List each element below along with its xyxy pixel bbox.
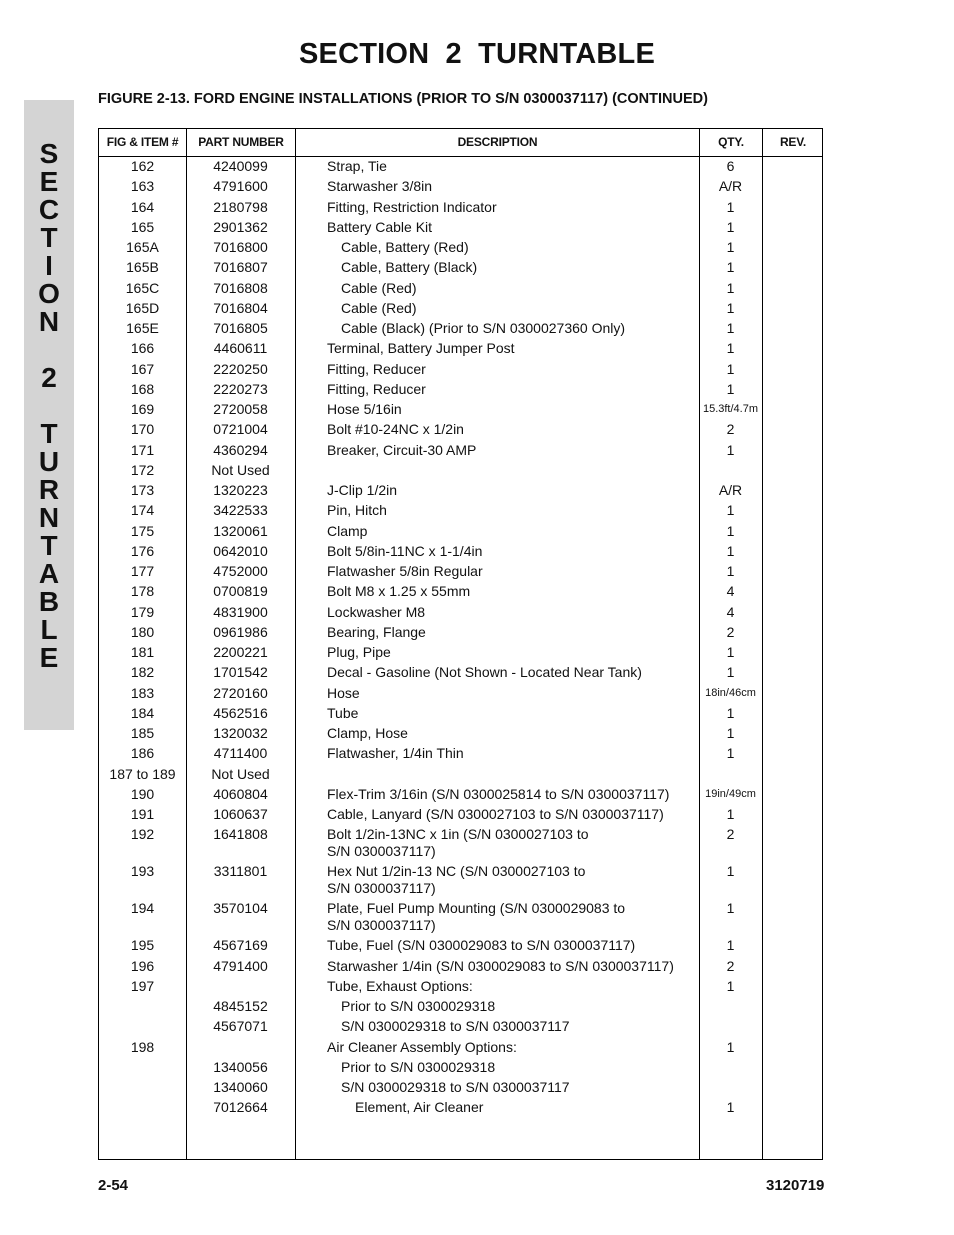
qty-cell: 6	[726, 158, 735, 174]
description-cell	[327, 1079, 711, 1096]
description-cell	[327, 259, 711, 276]
description-cell	[327, 300, 711, 317]
part-number-cell: 7012664	[213, 1099, 268, 1116]
qty-cell: 1	[726, 745, 735, 762]
side-tab-letters	[24, 140, 74, 672]
qty-cell: 2	[726, 826, 735, 843]
fig-item-cell: 165A	[126, 239, 159, 255]
fig-item-cell: 168	[130, 380, 155, 397]
description-cell	[327, 644, 697, 661]
qty-cell: 1	[726, 806, 735, 822]
description-text: Strap, Tie	[327, 158, 387, 174]
description-text: Battery Cable Kit	[327, 218, 433, 235]
page-number: 2-54	[98, 1177, 129, 1194]
qty-cell: 1	[726, 644, 735, 660]
description-text: Clamp	[327, 522, 368, 539]
qty-cell: 1	[726, 502, 735, 519]
table-row	[99, 199, 824, 219]
qty-cell: 4	[726, 583, 735, 600]
fig-item-cell: 193	[130, 863, 155, 880]
table-row	[99, 998, 824, 1018]
part-number-cell: 4752000	[213, 563, 268, 579]
part-number-cell: 7016804	[213, 299, 268, 316]
fig-item-cell: 180	[130, 623, 155, 640]
description-cell	[327, 563, 697, 580]
fig-item-cell: 170	[130, 421, 155, 438]
side-tab-letter: E	[39, 642, 59, 673]
side-tab-letter: T	[40, 222, 58, 253]
description-cell	[327, 826, 697, 860]
fig-item-cell: 179	[130, 603, 155, 620]
table-row	[99, 826, 824, 863]
description-cell	[327, 1039, 697, 1056]
fig-item-cell: 187 to 189	[109, 765, 176, 782]
table-row	[99, 381, 824, 401]
fig-item-cell: 164	[130, 198, 155, 215]
qty-cell: 1	[726, 977, 735, 994]
description-text: Flex-Trim 3/16in (S/N 0300025814 to S/N 0300037117)	[327, 785, 670, 802]
fig-item-cell: 181	[130, 644, 155, 660]
description-text: Bolt 5/8in-11NC x 1-1/4in	[327, 542, 483, 559]
description-cell	[327, 685, 697, 702]
section-side-tab	[24, 100, 74, 730]
description-text: Breaker, Circuit-30 AMP	[327, 441, 477, 458]
table-row	[99, 442, 824, 462]
table-row	[99, 583, 824, 603]
qty-cell: 1	[726, 239, 735, 255]
description-cell	[327, 502, 697, 519]
description-text: Cable (Black) (Prior to S/N 0300027360 Only)	[341, 320, 626, 336]
description-text: Decal - Gasoline (Not Shown - Located Near Tank)	[327, 664, 642, 681]
side-tab-letter: S	[39, 138, 59, 169]
part-number-cell: 1320032	[213, 725, 268, 741]
description-cell	[327, 958, 697, 975]
qty-cell: 1	[726, 198, 735, 215]
part-number-cell: 4240099	[213, 158, 268, 174]
description-text: Clamp, Hose	[327, 725, 408, 741]
part-number-cell: Not Used	[211, 765, 270, 782]
fig-item-cell: 183	[130, 684, 155, 701]
side-tab-letter: U	[38, 446, 60, 477]
part-number-cell: 7016808	[213, 279, 268, 296]
description-cell	[327, 998, 711, 1015]
table-row	[99, 219, 824, 239]
description-text: Starwasher 3/8in	[327, 178, 433, 195]
table-row	[99, 1059, 824, 1079]
table-row	[99, 421, 824, 441]
description-text: Cable, Battery (Black)	[341, 259, 478, 276]
description-cell	[327, 978, 697, 995]
fig-item-cell: 184	[130, 704, 155, 721]
table-row	[99, 766, 824, 786]
side-tab-letter: L	[40, 614, 58, 645]
table-row	[99, 1039, 824, 1059]
qty-cell: A/R	[718, 178, 743, 195]
description-text: J-Clip 1/2in	[327, 482, 398, 498]
table-row	[99, 1079, 824, 1099]
qty-cell: 1	[726, 218, 735, 235]
description-text: Bolt #10-24NC x 1/2in	[327, 421, 464, 438]
table-row	[99, 300, 824, 320]
part-number-cell: 4567071	[213, 1018, 268, 1035]
fig-item-cell: 177	[130, 563, 155, 579]
fig-item-cell: 165C	[125, 279, 160, 296]
section-title: SECTION 2 TURNTABLE	[299, 38, 655, 70]
qty-cell: 1	[726, 664, 735, 681]
document-number: 3120719	[766, 1177, 825, 1194]
fig-item-cell: 163	[130, 178, 155, 195]
description-text: Lockwasher M8	[327, 603, 426, 620]
table-row	[99, 158, 824, 178]
description-cell	[327, 583, 697, 600]
part-number-cell: 2180798	[213, 198, 268, 215]
table-row	[99, 937, 824, 957]
qty-cell: 15.3ft/4.7m	[702, 403, 759, 415]
description-text: Plate, Fuel Pump Mounting (S/N 0300029083 to	[327, 900, 626, 917]
description-cell	[327, 523, 697, 540]
qty-cell: 1	[726, 279, 735, 296]
header-part-number: PART NUMBER	[198, 135, 284, 149]
part-number-cell: 4711400	[213, 745, 268, 762]
qty-cell: 1	[726, 441, 735, 458]
table-row	[99, 624, 824, 644]
description-cell	[327, 786, 697, 803]
part-number-cell: 4460611	[213, 340, 268, 357]
description-cell	[327, 543, 697, 560]
fig-item-cell: 196	[130, 957, 155, 974]
table-row	[99, 685, 824, 705]
table-row	[99, 745, 824, 765]
table-row	[99, 502, 824, 522]
side-tab-letter: T	[40, 530, 58, 561]
table-row	[99, 705, 824, 725]
part-number-cell: 0700819	[213, 583, 268, 600]
part-number-cell: 1340060	[213, 1079, 268, 1095]
table-row	[99, 320, 824, 340]
qty-cell: 19in/49cm	[705, 787, 756, 800]
table-row	[99, 178, 824, 198]
table-row	[99, 1018, 824, 1038]
description-text: Flatwasher 5/8in Regular	[327, 563, 483, 579]
header-divider	[99, 156, 822, 157]
fig-item-cell: 198	[130, 1038, 155, 1055]
description-text: Hex Nut 1/2in-13 NC (S/N 0300027103 to	[327, 863, 586, 880]
description-cell	[327, 705, 697, 722]
part-number-cell: 1060637	[213, 806, 268, 822]
description-text: Cable, Lanyard (S/N 0300027103 to S/N 0300037117)	[327, 806, 664, 822]
description-text: S/N 0300029318 to S/N 0300037117	[341, 1018, 570, 1035]
qty-cell: 4	[726, 603, 735, 620]
qty-cell: 1	[726, 563, 735, 579]
part-number-cell: 4791600	[213, 178, 268, 195]
part-number-cell: 3422533	[213, 502, 268, 519]
table-row	[99, 786, 824, 806]
side-tab-letter: R	[38, 474, 60, 505]
table-row	[99, 401, 824, 421]
description-text: Prior to S/N 0300029318	[341, 1058, 496, 1075]
description-text: Pin, Hitch	[327, 502, 387, 519]
description-text: Element, Air Cleaner	[355, 1099, 484, 1116]
side-tab-letter: N	[38, 502, 60, 533]
fig-item-cell: 194	[130, 900, 155, 917]
table-row	[99, 1099, 824, 1119]
table-row	[99, 900, 824, 937]
description-cell	[327, 340, 697, 357]
parts-table	[98, 128, 823, 1160]
description-text: Hose 5/16in	[327, 401, 402, 417]
fig-item-cell: 169	[130, 401, 155, 417]
side-tab-letter: B	[38, 586, 60, 617]
table-row	[99, 725, 824, 745]
side-tab-letter: N	[38, 306, 60, 337]
description-cell	[327, 1059, 711, 1076]
part-number-cell: 4562516	[213, 704, 268, 721]
part-number-cell: 0642010	[213, 542, 268, 559]
description-cell	[327, 806, 697, 823]
fig-item-cell: 165E	[126, 320, 159, 336]
qty-cell: 1	[726, 340, 735, 357]
fig-item-cell: 197	[130, 977, 155, 994]
part-number-cell: 0961986	[213, 623, 268, 640]
description-cell	[327, 381, 697, 398]
description-text: Tube, Fuel (S/N 0300029083 to S/N 0300037117)	[327, 937, 636, 954]
table-row	[99, 543, 824, 563]
description-text: Fitting, Reducer	[327, 360, 426, 377]
part-number-cell: 7016800	[213, 239, 268, 255]
description-cell	[327, 937, 697, 954]
description-cell	[327, 863, 697, 897]
table-row	[99, 340, 824, 360]
fig-item-cell: 166	[130, 340, 155, 357]
qty-cell: 1	[726, 259, 735, 276]
fig-item-cell: 167	[130, 360, 155, 377]
description-cell	[327, 442, 697, 459]
table-row	[99, 806, 824, 826]
description-cell	[327, 239, 711, 256]
description-cell	[327, 158, 697, 175]
part-number-cell: 1641808	[213, 826, 268, 843]
fig-item-cell: 174	[130, 502, 155, 519]
description-cell	[327, 482, 697, 499]
part-number-cell: 4845152	[213, 998, 268, 1014]
description-cell	[327, 401, 697, 418]
fig-item-cell: 175	[130, 522, 155, 539]
part-number-cell: 0721004	[213, 421, 268, 438]
fig-item-cell: 172	[130, 461, 155, 478]
part-number-cell: 7016805	[213, 320, 268, 336]
description-cell	[327, 745, 697, 762]
fig-item-cell: 162	[130, 158, 155, 174]
qty-cell: 1	[726, 380, 735, 397]
qty-cell: A/R	[718, 482, 743, 498]
description-text: Cable (Red)	[341, 279, 417, 296]
qty-cell: 18in/46cm	[705, 686, 756, 699]
fig-item-cell: 182	[130, 664, 155, 681]
qty-cell: 2	[726, 623, 735, 640]
qty-cell: 2	[726, 957, 735, 974]
table-row	[99, 958, 824, 978]
fig-item-cell: 186	[130, 745, 155, 762]
description-text: Cable, Battery (Red)	[341, 239, 469, 255]
part-number-cell: 4360294	[213, 441, 268, 458]
description-text: Plug, Pipe	[327, 644, 391, 660]
description-cell	[327, 624, 697, 641]
table-row	[99, 259, 824, 279]
description-cell	[327, 1018, 711, 1035]
figure-title: FIGURE 2-13. FORD ENGINE INSTALLATIONS (PRIOR TO S/N 0300037117) (CONTINUED)	[98, 91, 708, 107]
description-cell	[327, 361, 697, 378]
fig-item-cell: 190	[130, 785, 155, 802]
table-row	[99, 604, 824, 624]
side-tab-letter: O	[38, 278, 60, 309]
side-tab-letter: I	[45, 250, 53, 281]
fig-item-cell: 195	[130, 937, 155, 954]
part-number-cell: 7016807	[213, 259, 268, 276]
side-tab-letter: C	[38, 194, 60, 225]
table-row	[99, 462, 824, 482]
table-row	[99, 523, 824, 543]
fig-item-cell: 165	[130, 218, 155, 235]
header-rev: REV.	[779, 135, 807, 149]
table-row	[99, 482, 824, 502]
description-text: Bolt 1/2in-13NC x 1in (S/N 0300027103 to	[327, 826, 589, 843]
header-description: DESCRIPTION	[457, 135, 538, 149]
part-number-cell: 4060804	[213, 785, 268, 802]
side-tab-letter: E	[39, 166, 59, 197]
qty-cell: 1	[726, 937, 735, 954]
description-text: Fitting, Reducer	[327, 380, 426, 397]
description-cell	[327, 320, 711, 337]
side-tab-letter: 2	[41, 362, 57, 393]
description-text: Air Cleaner Assembly Options:	[327, 1038, 517, 1055]
qty-cell: 1	[726, 299, 735, 316]
side-tab-letter: A	[38, 558, 60, 589]
fig-item-cell: 176	[130, 542, 155, 559]
part-number-cell: 4831900	[213, 603, 268, 620]
part-number-cell: 2720058	[213, 401, 268, 417]
description-cell	[327, 219, 697, 236]
qty-cell: 2	[726, 421, 735, 438]
fig-item-cell: 191	[130, 806, 155, 822]
qty-cell: 1	[726, 360, 735, 377]
description-text: Prior to S/N 0300029318	[341, 998, 496, 1014]
description-text: Fitting, Restriction Indicator	[327, 198, 497, 215]
table-row	[99, 361, 824, 381]
description-cell	[327, 604, 697, 621]
description-text-continued: S/N 0300037117)	[327, 880, 436, 897]
part-number-cell: 4791400	[213, 957, 268, 974]
fig-item-cell: 171	[130, 441, 155, 458]
description-cell	[327, 900, 697, 934]
table-row	[99, 664, 824, 684]
part-number-cell: 1340056	[213, 1058, 268, 1075]
part-number-cell: 2220273	[213, 380, 268, 397]
qty-cell: 1	[726, 1038, 735, 1055]
description-text-continued: S/N 0300037117)	[327, 917, 436, 934]
qty-cell: 1	[726, 704, 735, 721]
table-row	[99, 978, 824, 998]
description-text: Bearing, Flange	[327, 623, 426, 640]
description-text: Terminal, Battery Jumper Post	[327, 340, 515, 357]
table-row	[99, 239, 824, 259]
fig-item-cell: 185	[130, 725, 155, 741]
fig-item-cell: 173	[130, 482, 155, 498]
fig-item-cell: 178	[130, 583, 155, 600]
table-row	[99, 563, 824, 583]
description-text: Tube, Exhaust Options:	[327, 977, 473, 994]
description-text: S/N 0300029318 to S/N 0300037117	[341, 1079, 570, 1095]
part-number-cell: 2720160	[213, 684, 268, 701]
description-text: Cable (Red)	[341, 299, 417, 316]
description-cell	[327, 280, 711, 297]
table-row	[99, 644, 824, 664]
qty-cell: 1	[726, 863, 735, 880]
description-text: Starwasher 1/4in (S/N 0300029083 to S/N 0300037117)	[327, 957, 674, 974]
part-number-cell: 1320061	[213, 522, 268, 539]
part-number-cell: 2200221	[213, 644, 268, 660]
part-number-cell: 1701542	[213, 664, 268, 681]
qty-cell: 1	[726, 522, 735, 539]
table-row	[99, 863, 824, 900]
qty-cell: 1	[726, 320, 735, 336]
part-number-cell: 4567169	[213, 937, 268, 954]
description-cell	[327, 1099, 725, 1116]
part-number-cell: 3311801	[213, 863, 268, 880]
table-row	[99, 280, 824, 300]
fig-item-cell: 165D	[125, 299, 160, 316]
fig-item-cell: 165B	[126, 259, 159, 276]
description-text: Tube	[327, 704, 359, 721]
header-fig-item: FIG & ITEM #	[106, 135, 179, 149]
qty-cell: 1	[726, 1099, 735, 1116]
part-number-cell: Not Used	[211, 461, 270, 478]
header-qty: QTY.	[718, 135, 744, 149]
description-text: Flatwasher, 1/4in Thin	[327, 745, 464, 762]
description-text-continued: S/N 0300037117)	[327, 843, 436, 860]
part-number-cell: 2901362	[213, 218, 268, 235]
part-number-cell: 2220250	[213, 360, 268, 377]
side-tab-letter: T	[40, 418, 58, 449]
qty-cell: 1	[726, 542, 735, 559]
description-text: Bolt M8 x 1.25 x 55mm	[327, 583, 471, 600]
qty-cell: 1	[726, 725, 735, 741]
part-number-cell: 1320223	[213, 482, 268, 498]
table-body	[99, 158, 824, 1120]
qty-cell: 1	[726, 900, 735, 917]
description-cell	[327, 199, 697, 216]
description-text: Hose	[327, 684, 360, 701]
description-cell	[327, 664, 697, 681]
part-number-cell: 3570104	[213, 900, 268, 917]
fig-item-cell: 192	[130, 826, 155, 843]
description-cell	[327, 421, 697, 438]
description-cell	[327, 178, 697, 195]
description-cell	[327, 725, 697, 742]
